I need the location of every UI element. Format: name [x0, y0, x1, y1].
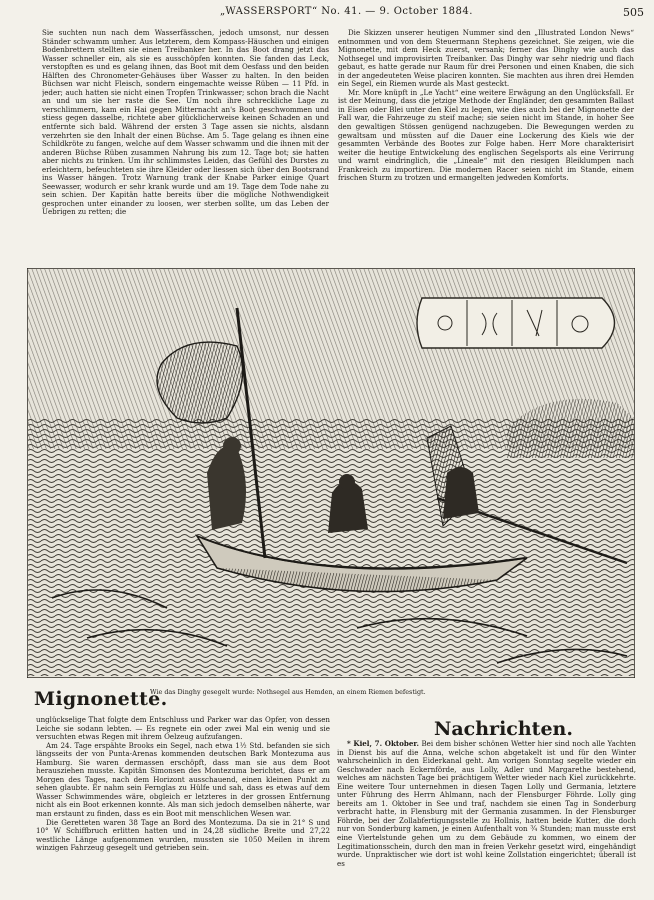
paragraph: Mr. More knüpft in „Le Yacht“ eine weitere Erwägung an den Unglücksfall. Er ist der Meinung, dass die jetzige Methode der Engländer, den gesammten Ballast in Eisen oder Blei unter den Kiel zu legen, wie dies auch bei der Mignonette der Fall war, die Fahrzeuge zu steif mache; sie seien nicht im Stande, in hoher See den gewaltigen Stössen genügend nachzugeben. Die Bewegungen werden zu gewaltsam und müssten auf die Dauer eine Lockerung des Kiels wie der gesammten Verbände des Bootes zur Folge haben. Herr More charakterisirt weiter die heutige Entwickelung des englischen Segelsports als eine Verirrung und warnt eindringlich, die „Lineale“ mit den riesigen Bleiklumpen nach Frankreich zu importiren. Die modernen Racer seien nicht im Stande, einem frischen Sturm zu trotzen und ermangelten jedweden Komforts. — [338, 87, 634, 183]
sinking-ship-inset — [417, 298, 615, 348]
running-header: „WASSERSPORT“ No. 41. — 9. October 1884. — [220, 6, 473, 17]
article-column-bottom-left — [36, 716, 330, 898]
paragraph: Die Geretteten waren 38 Tage an Bord des Montezuma. Da sie in 21° S und 10° W Schiffbruch erlitten hatten und in 24,28 südliche Breite und 27,22 westliche Länge aufgenommen wurden, mussten sie 1050 Meilen in ihrem winzigen Fahrzeug gesegelt und getrieben sein. — [36, 817, 330, 853]
paragraph: Am 24. Tage erspähte Brooks ein Segel, nach etwa 1½ Std. befanden sie sich längsseits der von Punta-Arenas kommenden deutschen Bark Montezuma aus Hamburg. Sie waren dermassen erschöpft, dass man sie aus dem Boot herausziehen musste. Kapitän Simonsen des Montezuma berichtet, dass er am Morgen des Tages, nach dem Horizont ausschauend, einen kleinen Punkt zu sehen glaubte. Er nahm sein Fernglas zu Hülfe und sah, dass es etwas auf dem Wasser Schwimmendes wäre, obgleich er letzteres in der grossen Entfernung nicht als ein Boot erkennen konnte. Als man sich jedoch demselben näherte, war man erstaunt zu finden, dass es ein Boot mit menschlichen Wesen war. — [36, 740, 330, 819]
paragraph: unglückselige That folgte dem Entschluss und Parker war das Opfer, von dessen Leiche sie sodann lebten. — Es regnete ein oder zwei Mal ein wenig und sie versuchten etwas Regen mit ihrem Oelzeug aufzufangen. — [36, 716, 330, 742]
page-number: 505 — [623, 6, 644, 19]
news-text: Bei dem bisher schönen Wetter hier sind noch alle Yachten in Dienst bis auf die Anna, welche schon abgetakelt ist und für den Winter wahrscheinlich in den Eiderkanal geht. Am vorigen Sonntag segelte wieder ein Geschwader nach Eckernförde, aus Lolly, Adler und Margarethe bestehend, welches am nächsten Tage bei prächtigem Wetter wieder nach Kiel zurückkehrte. Eine weitere Tour unternehmen in diesen Tagen Lolly und Germania, letztere unter Führung des Herrn Ahlmann, nach der Flensburger Föhrde. Lolly ging bereits am 1. Oktober in See und traf, nachdem sie einen Tag in Sonderburg verbracht hatte, in Flensburg mit der Germania zusammen. In der Flensburger Föhrde, bei der Zollabfertigungsstelle zu Hollnis, hatten beide Kutter, die doch nur von Sonderburg kamen, je einen Aufenthalt von ¾ Stunden; man musste erst eine Viertelstunde gehen um zu dem Gebäude zu kommen, wo einem der Legitimationsschein, durch den man in freien Verkehr gesetzt wird, eingehändigt wurde. Unpraktischer wie dort ist wohl keine Zollstation eingerichtet; überall ist es — [337, 740, 636, 868]
section-heading-nachrichten: Nachrichten. — [434, 718, 573, 740]
illustration-caption: Wie das Dinghy gesegelt wurde: Nothsegel aus Hemden, an einem Riemen befestigt. — [150, 688, 426, 696]
section-heading-mignonette: Mignonette. — [34, 688, 168, 710]
paragraph — [337, 740, 636, 868]
article-column-top-right — [338, 29, 634, 265]
dateline: * Kiel, 7. Oktober. — [347, 740, 419, 748]
article-column-top-left — [42, 29, 329, 257]
engraving-illustration — [27, 268, 635, 678]
article-column-bottom-right — [337, 740, 636, 898]
paragraph: Die Skizzen unserer heutigen Nummer sind den „Illustrated London News“ entnommen und von dem Steuermann Stephens gezeichnet. Sie zeigen, wie die Mignonette, mit dem Heck zuerst, versank; ferner das Dinghy wie auch das Nothsegel und improvisirten Treibanker. Das Dinghy war sehr niedrig und flach gebaut, es hatte gerade nur Raum für drei Personen und einen Knaben, die sich in der angedeuteten Weise placiren konnten. Sie machten aus ihren drei Hemden ein Segel, ein Riemen wurde als Mast gesteckt. — [338, 29, 634, 89]
paragraph: Sie suchten nun nach dem Wasserfässchen, jedoch umsonst, nur dessen Ständer schwamm umher. Aus letzterem, dem Kompass-Häuschen und einigen Bodenbrettern stellten sie einen Treibanker her. In das Boot drang jetzt das Wasser schneller ein, als sie es ausschöpfen konnten. Sie fanden das Leck, verstopften es und es gelang ihnen, das Boot mit dem Oesfass und den beiden Hälften des Chronometer-Gehäuses über Wasser zu halten. In den beiden Büchsen war nicht Fleisch, sondern eingemachte weisse Rüben — 11 Pfd. in jeder; auch hatten sie nicht einen Tropfen Trinkwasser; schon brach die Nacht an und um sie her raste die See. Um noch ihre schreckliche Lage zu verschlimmern, kam ein Hai gegen Mitternacht an's Boot geschwommen und stiess gegen dasselbe, richtete aber glücklicherweise keinen Schaden an und entfernte sich bald. Während der ersten 3 Tage assen sie nichts, alsdann verzehrten sie den Inhalt der einen Büchse. Am 5. Tage gelang es ihnen eine Schildkröte zu fangen, welche auf dem Wasser schwamm und die ihnen mit der anderen Büchse Rüben zusammen Nahrung bis zum 12. Tage bot; sie hatten aber nichts zu trinken. Um ihr schlimmstes Leiden, das Gefühl des Durstes zu erleichtern, befeuchteten sie ihre Kleider oder liessen sich über den Bootsrand ins Wasser hängen. Trotz Warnung trank der Knabe Parker einige Quart Seewasser, wodurch er sehr krank wurde und am 19. Tage dem Tode nahe zu sein schien. Der Kapitän hatte bereits über die mögliche Nothwendigkeit gesprochen unter einander zu loosen, wer sterben sollte, um das Leben der Uebrigen zu retten; die — [42, 29, 329, 217]
